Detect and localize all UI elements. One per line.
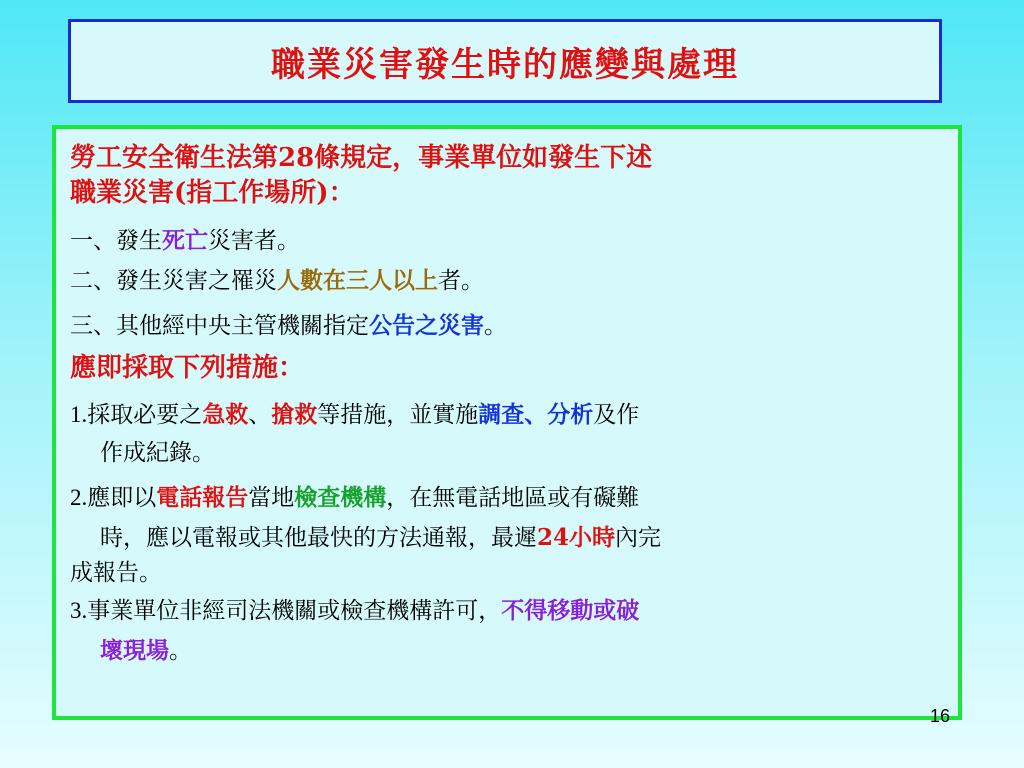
- measure-1-text-3: 等措施，並實施: [317, 402, 479, 428]
- condition-2: [70, 262, 484, 295]
- intro-line-1: 勞工安全衛生法第28條規定，事業單位如發生下述: [70, 143, 653, 173]
- measure-2-inspection-agency: 檢查機構: [294, 484, 387, 511]
- measure-3-line-1: [70, 592, 639, 625]
- measure-3-scene: 壞現場: [100, 637, 169, 664]
- condition-1-highlight: 死亡: [162, 227, 208, 254]
- measure-1-text-4: 及作: [593, 402, 640, 428]
- page-number: 16: [930, 706, 951, 726]
- condition-3-suffix: 。: [484, 313, 507, 339]
- title-box: [68, 19, 942, 103]
- intro-line-2: 職業災害(指工作場所)：: [70, 178, 355, 208]
- measure-2-text-3: ，在無電話地區或有礙難: [386, 485, 640, 511]
- measure-2-text-2: 當地: [248, 485, 295, 511]
- measures-heading: 應即採取下列措施：: [70, 353, 305, 383]
- measure-1-investigation: 調查、分析: [478, 401, 594, 428]
- condition-2-highlight: 人數在三人以上: [277, 267, 438, 294]
- measure-3-line-2: [100, 632, 192, 665]
- condition-3-highlight: 公告之災害: [369, 312, 484, 339]
- measure-3-text-1: 事業單位非經司法機關或檢查機構許可，: [87, 598, 502, 624]
- measure-1-number: 1.: [70, 402, 88, 427]
- condition-1-prefix: 一、發生: [70, 228, 162, 254]
- measure-2-line-1: [70, 479, 639, 512]
- measure-2-phone-report: 電話報告: [156, 484, 249, 511]
- measure-3-text-2: 。: [169, 638, 192, 664]
- measure-1-line-2: 作成紀錄。: [100, 440, 215, 466]
- condition-1-suffix: 災害者。: [208, 228, 300, 254]
- measure-3-no-disturb: 不得移動或破: [501, 597, 640, 624]
- measure-1-first-aid: 急救: [202, 401, 249, 428]
- measure-1-text-2: 、: [248, 402, 272, 428]
- measure-1-rescue: 搶救: [271, 401, 318, 428]
- slide-title: 職業災害發生時的應變與處理: [271, 44, 739, 85]
- measure-1-text-1: 採取必要之: [87, 402, 203, 428]
- measure-2-text-4: 時，應以電報或其他最快的方法通報，最遲: [100, 525, 537, 551]
- condition-2-suffix: 者。: [438, 268, 484, 294]
- measure-1-line-1: [70, 396, 639, 429]
- content-box: [52, 125, 962, 720]
- measure-2-text-1: 應即以: [87, 485, 157, 511]
- condition-3: [70, 307, 507, 340]
- measure-2-text-5: 內完: [615, 525, 662, 551]
- measure-2-deadline: 24小時: [537, 524, 616, 551]
- measure-3-number: 3.: [70, 598, 88, 623]
- measure-2-line-3: 成報告。: [70, 560, 162, 586]
- measure-2-line-2: [100, 519, 661, 552]
- condition-2-prefix: 二、發生災害之罹災: [70, 268, 277, 294]
- condition-3-prefix: 三、其他經中央主管機關指定: [70, 313, 369, 339]
- measure-2-number: 2.: [70, 485, 88, 510]
- condition-1: [70, 222, 300, 255]
